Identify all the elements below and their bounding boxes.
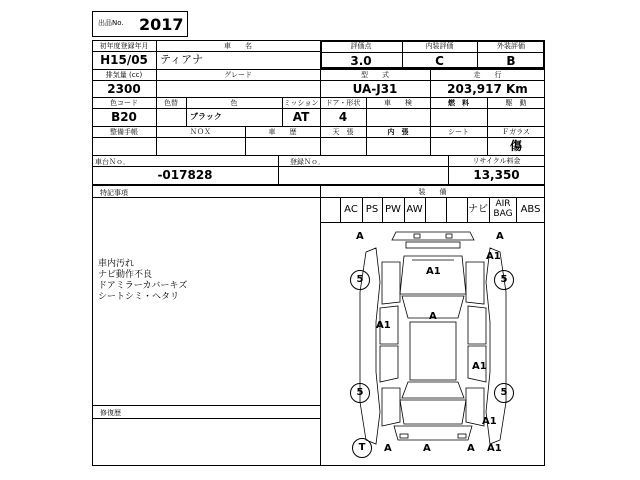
equipment-airbag: AIR BAG <box>493 199 513 219</box>
tire-rear-left-tread: 5 <box>350 383 370 403</box>
recycle-fee-value: 13,350 <box>473 168 520 182</box>
equipment-header-line <box>320 197 545 198</box>
row-divider <box>92 108 545 109</box>
front-glass-label: Ｆガラス <box>502 128 530 136</box>
damage-mark: A1 <box>472 361 487 372</box>
front-glass-value: 傷 <box>509 139 522 153</box>
row-divider <box>92 155 545 156</box>
note-line: ナビ動作不良 <box>98 270 153 280</box>
damage-mark: A <box>467 443 475 454</box>
spare-tire: T <box>352 438 372 458</box>
score-label: 評価点 <box>350 42 372 50</box>
row-divider <box>92 80 545 81</box>
row-divider <box>92 51 320 52</box>
note-line: ドアミラーカバーキズ <box>98 281 188 291</box>
color-code-label: 色コード <box>110 99 138 107</box>
damage-mark: A <box>423 443 431 454</box>
row-divider <box>92 126 545 127</box>
lot-number-label: 出品No. <box>98 19 124 27</box>
mileage-value: 203,917 Km <box>447 82 528 96</box>
fuel-label: 燃 料 <box>448 99 469 107</box>
inspection-label: 車 検 <box>384 99 412 107</box>
registration-number-label: 登録Ｎｏ． <box>290 158 325 166</box>
exterior-grade-label: 外装評価 <box>497 42 525 50</box>
lot-number-value: 2017 <box>139 15 184 34</box>
car-name-value: ティアナ <box>160 53 204 66</box>
repair-header-line-bottom <box>92 418 320 419</box>
damage-mark: A <box>384 443 392 454</box>
row-divider <box>92 97 545 98</box>
interior-trim-label: 内 張 <box>387 128 409 136</box>
damage-mark: A <box>496 231 504 242</box>
transmission-label: ミッション <box>283 99 319 107</box>
chassis-number-label: 車台Ｎｏ． <box>95 158 130 166</box>
seat-label: シート <box>448 128 469 136</box>
equipment-ps: PS <box>365 204 379 215</box>
color-label: 色 <box>230 99 238 107</box>
exterior-grade-value: B <box>506 54 516 68</box>
damage-mark: A1 <box>486 251 501 262</box>
repair-header-line <box>92 405 320 406</box>
damage-mark: A1 <box>376 320 391 331</box>
damage-mark: A1 <box>487 443 502 454</box>
damage-mark: A1 <box>482 416 497 427</box>
equipment-label: 装 備 <box>418 188 447 196</box>
equipment-aw: AW <box>406 204 423 215</box>
col-divider <box>278 155 279 185</box>
color-value: ブラック <box>190 112 222 121</box>
maintenance-record-label: 整備手帳 <box>110 128 138 136</box>
score-value: 3.0 <box>350 54 372 68</box>
doors-label: ドア・形状 <box>325 99 361 107</box>
color-code-value: B20 <box>111 110 137 124</box>
interior-grade-value: C <box>435 54 444 68</box>
model-label: 型 式 <box>361 71 389 79</box>
displacement-value: 2300 <box>107 82 141 96</box>
recycle-fee-label: リサイクル料金 <box>472 157 521 165</box>
equipment-cell-divider <box>425 197 426 222</box>
notes-label: 特記事項 <box>100 189 128 197</box>
row-divider <box>92 137 545 138</box>
grade-label: グレード <box>224 71 252 79</box>
equipment-cell-divider <box>446 197 447 222</box>
tire-front-left-tread: 5 <box>350 270 370 290</box>
equipment-navi: ナビ <box>468 204 488 215</box>
first-registration-value: H15/05 <box>100 53 148 67</box>
damage-mark: A1 <box>426 266 441 277</box>
headliner-label: 天 張 <box>332 128 354 136</box>
repaint-label: 色替 <box>164 99 178 107</box>
transmission-value: AT <box>292 110 310 124</box>
tire-rear-right-tread: 5 <box>494 383 514 403</box>
drive-label: 駆 動 <box>505 99 527 107</box>
lot-number-box <box>92 11 188 37</box>
equipment-pw: PW <box>385 204 401 215</box>
chassis-number-value: -017828 <box>157 168 213 182</box>
row-divider <box>320 52 545 53</box>
row-divider <box>92 69 545 70</box>
displacement-label: 排気量 (cc) <box>105 71 143 79</box>
repair-history-label: 修復歴 <box>100 409 121 417</box>
equipment-abs: ABS <box>520 204 541 215</box>
first-registration-label: 初年度登録年月 <box>99 42 149 50</box>
history-label: 車 歴 <box>268 128 297 136</box>
damage-mark: A <box>429 311 437 322</box>
mileage-label: 走 行 <box>473 71 502 79</box>
interior-grade-label: 内装評価 <box>425 42 454 50</box>
model-value: UA-J31 <box>352 82 398 96</box>
nox-label: ＮＯＸ <box>190 128 211 136</box>
damage-mark: A <box>356 231 364 242</box>
equipment-ac: AC <box>344 204 358 215</box>
tire-front-right-tread: 5 <box>494 270 514 290</box>
car-damage-diagram <box>320 222 545 466</box>
doors-value: 4 <box>338 110 348 124</box>
car-name-label: 車 名 <box>224 42 252 50</box>
note-line: シートシミ・ヘタリ <box>98 292 180 302</box>
note-line: 車内汚れ <box>98 259 135 269</box>
